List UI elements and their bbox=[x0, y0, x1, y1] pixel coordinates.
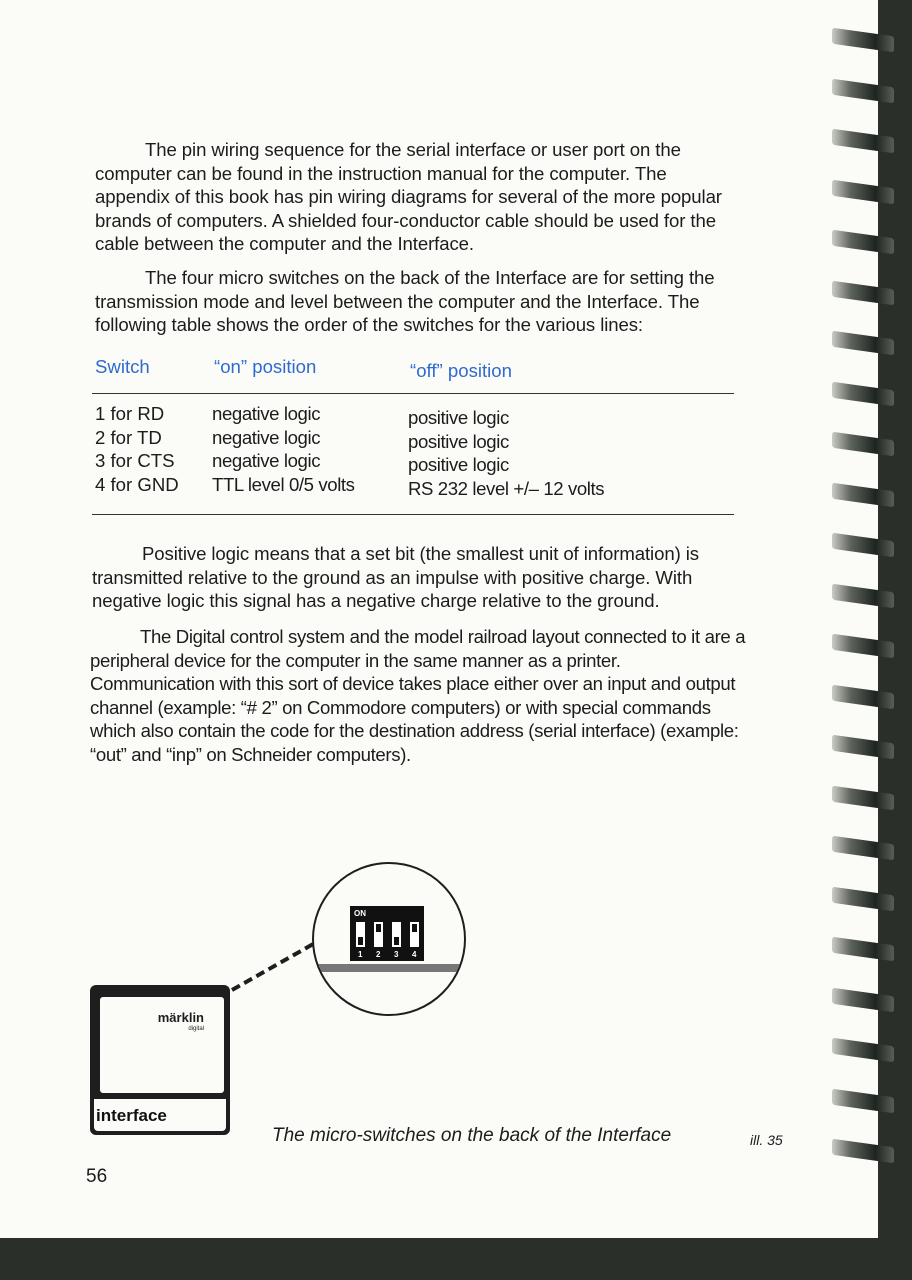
table-cell: negative logic bbox=[212, 450, 321, 471]
table-cell: TTL level 0/5 volts bbox=[212, 473, 355, 495]
table-cell: positive logic bbox=[408, 407, 509, 428]
illustration-label: ill. 35 bbox=[750, 1132, 783, 1148]
table-top-rule bbox=[92, 393, 734, 394]
spiral-loop bbox=[832, 937, 894, 962]
spiral-loop bbox=[832, 482, 894, 507]
spiral-loop bbox=[832, 1088, 894, 1113]
connector-dashed-line bbox=[230, 935, 320, 995]
dip-number: 3 bbox=[394, 950, 399, 959]
dip-knob-icon bbox=[376, 924, 381, 932]
dip-knob-icon bbox=[394, 937, 399, 945]
table-cell: negative logic bbox=[212, 403, 321, 424]
spiral-loop bbox=[832, 634, 894, 659]
table-cell: positive logic bbox=[408, 454, 509, 475]
spiral-binding bbox=[832, 0, 912, 1210]
table-cell: 2 for TD bbox=[95, 426, 162, 448]
spiral-loop bbox=[832, 230, 894, 255]
housing-edge bbox=[314, 964, 464, 972]
table-cell: negative logic bbox=[212, 426, 321, 448]
dip-number: 1 bbox=[358, 950, 363, 959]
table-col-switch bbox=[95, 402, 179, 496]
spiral-loop bbox=[832, 432, 894, 457]
dip-switch-2 bbox=[374, 922, 383, 947]
dip-switch-1 bbox=[356, 922, 365, 947]
spiral-loop bbox=[832, 129, 894, 154]
device-label: interface bbox=[96, 1106, 167, 1125]
dip-switch-4 bbox=[410, 922, 419, 947]
figure-caption: The micro-switches on the back of the Interface bbox=[272, 1125, 672, 1146]
spiral-loop bbox=[832, 785, 894, 810]
dip-switch-zoom-circle bbox=[312, 862, 466, 1016]
spiral-loop bbox=[832, 381, 894, 406]
dip-knob-icon bbox=[358, 937, 363, 945]
table-cell: RS 232 level +/– 12 volts bbox=[408, 477, 605, 499]
dip-switch-3 bbox=[392, 922, 401, 947]
spiral-loop bbox=[832, 280, 894, 305]
dip-number: 4 bbox=[412, 950, 417, 959]
dip-on-label: ON bbox=[354, 909, 366, 918]
spiral-loop bbox=[832, 735, 894, 760]
spiral-loop bbox=[832, 28, 894, 53]
spiral-loop bbox=[832, 583, 894, 608]
table-col-on bbox=[212, 402, 355, 496]
spiral-loop bbox=[832, 1139, 894, 1164]
spiral-loop bbox=[832, 1038, 894, 1063]
table-header-off: “off” position bbox=[410, 360, 512, 381]
table-cell: 1 for RD bbox=[95, 403, 165, 424]
table-bottom-rule bbox=[92, 514, 734, 515]
dip-switch-block bbox=[350, 906, 424, 961]
spiral-loop bbox=[832, 987, 894, 1012]
paragraph-positive-logic: Positive logic means that a set bit (the smallest unit of information) is transmitted relative to the ground as an impulse with positive charge. With negative logic this signal has a negative charge relative to the ground. bbox=[92, 543, 699, 611]
spiral-loop bbox=[832, 331, 894, 356]
paragraph-pin-wiring: The pin wiring sequence for the serial interface or user port on the computer can be found in the instruction manual for the computer. The appendix of this book has pin wiring diagrams for several of the more popular brands of computers. A shielded four-conductor cable should be used for the cable between the computer and the Interface. bbox=[95, 139, 722, 254]
brand-sub: digital bbox=[188, 1026, 204, 1032]
table-cell: positive logic bbox=[408, 430, 509, 452]
paragraph-micro-switches: The four micro switches on the back of the Interface are for setting the transmission mode and level between the computer and the Interface. The following table shows the order of the switches for the various lines: bbox=[95, 267, 715, 335]
spiral-loop bbox=[832, 836, 894, 861]
spiral-loop bbox=[832, 179, 894, 204]
table-header-on: “on” position bbox=[214, 356, 317, 377]
table-col-off bbox=[408, 406, 604, 500]
table-cell: 3 for CTS bbox=[95, 450, 175, 471]
brand-logo: märklin bbox=[157, 1010, 204, 1025]
spiral-loop bbox=[832, 78, 894, 103]
page-number: 56 bbox=[86, 1166, 108, 1187]
paragraph-digital-control: The Digital control system and the model railroad layout connected to it are a peripheral device for the computer in the same manner as a printer. Communication with this sort of device takes place either over an input and output channel (example: “# 2” on Commodore computers) or with special commands which also contain the code for the destination address (serial interface) (example: “out” and “inp” on Schneider computers). bbox=[90, 626, 746, 765]
table-cell: 4 for GND bbox=[95, 473, 179, 495]
spiral-loop bbox=[832, 533, 894, 558]
spiral-loop bbox=[832, 684, 894, 709]
spiral-loop bbox=[832, 886, 894, 911]
table-header-switch: Switch bbox=[95, 356, 150, 377]
dip-number: 2 bbox=[376, 950, 381, 959]
dip-knob-icon bbox=[412, 924, 417, 932]
